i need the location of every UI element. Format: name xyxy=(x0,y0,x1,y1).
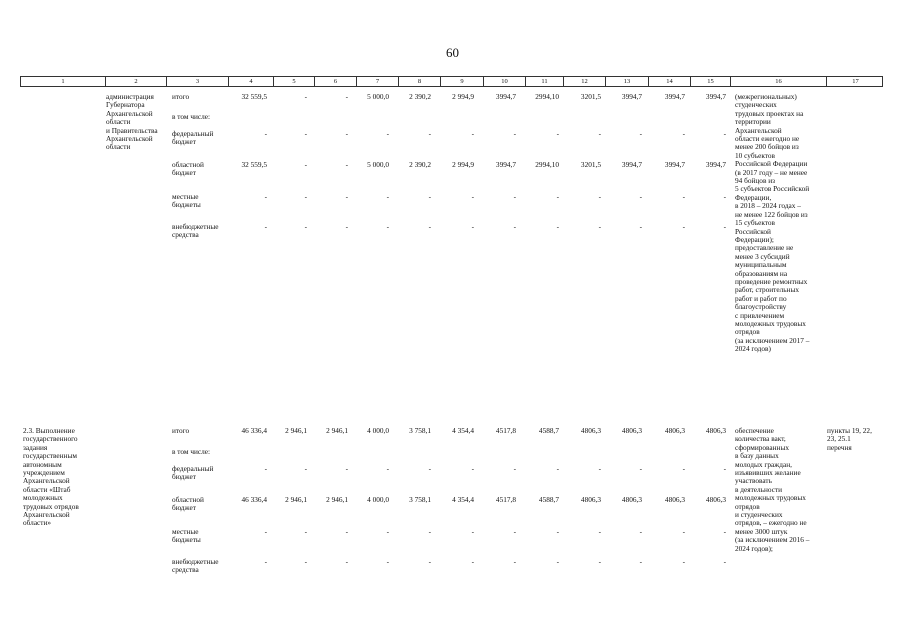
header-col-3: 3 xyxy=(167,77,229,86)
block2-row-value: - xyxy=(723,527,726,536)
header-col-15: 15 xyxy=(691,77,731,86)
block1-row-value: 3994,7 xyxy=(495,160,516,169)
block2-row-value: 46 336,4 xyxy=(241,495,267,504)
block1-row-value: - xyxy=(556,129,559,138)
header-col-6: 6 xyxy=(315,77,357,86)
block2-row-value: 4806,3 xyxy=(621,426,642,435)
block1-row-value: 3201,5 xyxy=(580,160,601,169)
block2-row-value: - xyxy=(639,464,642,473)
block1-row-label: в том числе: xyxy=(172,112,211,121)
block2-row-value: - xyxy=(304,527,307,536)
header-col-7: 7 xyxy=(357,77,399,86)
block1-row-value: - xyxy=(723,192,726,201)
block1-row-value: - xyxy=(556,192,559,201)
block2-row-value: - xyxy=(264,527,267,536)
block1-row-value: 3994,7 xyxy=(705,92,726,101)
block1-row-value: - xyxy=(345,222,348,231)
block1-row-label: внебюджетные средства xyxy=(172,222,219,240)
block1-row-value: - xyxy=(723,129,726,138)
block1-row-value: - xyxy=(304,160,307,169)
block2-row-value: - xyxy=(513,464,516,473)
block1-row-value: - xyxy=(639,222,642,231)
block2-row-value: - xyxy=(723,464,726,473)
block1-row-value: 3994,7 xyxy=(621,160,642,169)
page-number: 60 xyxy=(446,45,459,60)
block1-row-value: - xyxy=(598,192,601,201)
block1-row-value: - xyxy=(598,129,601,138)
block2-row-value: 4806,3 xyxy=(705,495,726,504)
block2-row-value: - xyxy=(304,557,307,566)
block2-row-value: 3 758,1 xyxy=(409,426,431,435)
block2-row-value: - xyxy=(556,464,559,473)
block2-row-value: - xyxy=(556,557,559,566)
header-col-14: 14 xyxy=(649,77,691,86)
block1-row-value: - xyxy=(723,222,726,231)
block1-row-value: 32 559,5 xyxy=(241,160,267,169)
block1-row-value: 3994,7 xyxy=(621,92,642,101)
header-col-12: 12 xyxy=(564,77,606,86)
block1-row-value: - xyxy=(304,92,307,101)
block1-row-value: - xyxy=(428,222,431,231)
block1-row-value: - xyxy=(304,192,307,201)
block2-row-value: - xyxy=(639,557,642,566)
block2-row-value: 4517,8 xyxy=(495,495,516,504)
block1-row-value: 2 994,9 xyxy=(452,160,474,169)
block2-row-value: 4806,3 xyxy=(664,495,685,504)
header-col-5: 5 xyxy=(274,77,315,86)
block2-row-value: 4588,7 xyxy=(538,495,559,504)
header-col-16: 16 xyxy=(731,77,827,86)
block2-row-value: - xyxy=(345,557,348,566)
block2-row-value: - xyxy=(428,557,431,566)
block1-row-value: - xyxy=(345,92,348,101)
block2-row-label: местные бюджеты xyxy=(172,527,201,545)
block1-row-label: местные бюджеты xyxy=(172,192,201,210)
block2-row-value: - xyxy=(598,557,601,566)
block2-row-value: 4 000,0 xyxy=(367,426,389,435)
block2-row-value: 4806,3 xyxy=(580,426,601,435)
block1-row-value: - xyxy=(345,192,348,201)
block2-row-value: 4 000,0 xyxy=(367,495,389,504)
block2-name: 2.3. Выполнение государственного задания государственным автономным учреждением Архангельской области «Штаб молодежных трудовых отрядов Архангельской области» xyxy=(23,426,79,528)
block2-row-value: - xyxy=(682,527,685,536)
header-col-4: 4 xyxy=(229,77,274,86)
block1-row-value: 2 390,2 xyxy=(409,92,431,101)
block2-row-value: 4 354,4 xyxy=(452,495,474,504)
block2-row-value: 4 354,4 xyxy=(452,426,474,435)
block1-row-value: - xyxy=(345,160,348,169)
header-col-10: 10 xyxy=(484,77,526,86)
block2-row-value: - xyxy=(598,527,601,536)
block1-row-value: - xyxy=(264,222,267,231)
block1-row-value: - xyxy=(556,222,559,231)
block1-row-value: - xyxy=(386,222,389,231)
block1-row-value: - xyxy=(471,129,474,138)
block2-row-value: - xyxy=(345,527,348,536)
block2-row-value: 2 946,1 xyxy=(326,426,348,435)
block2-row-value: - xyxy=(386,464,389,473)
block1-row-value: - xyxy=(682,129,685,138)
block1-row-value: - xyxy=(428,129,431,138)
block2-row-value: 4588,7 xyxy=(538,426,559,435)
block2-row-value: - xyxy=(639,527,642,536)
header-col-9: 9 xyxy=(441,77,484,86)
block2-row-label: итого xyxy=(172,426,190,435)
block2-indicators: пункты 19, 22, 23, 25.1 перечня xyxy=(827,426,872,452)
block1-row-value: - xyxy=(471,222,474,231)
block2-row-value: - xyxy=(471,464,474,473)
block1-result: (межрегиональных) студенческих трудовых проектах на территории Архангельской области ежегодно не менее 200 бойцов из 10 субъектов Российской Федерации (в 2017 году – не менее 94 бойцов из 5 субъектов Российской Федерации, в 2018 – 2024 годах – не менее 122 бойцов из 15 субъектов Российской Федерации); предоставление не менее 3 субсидий муниципальным образованиям на проведение ремонтных работ, строительных работ и работ по благоустройству с привлечением молодежных трудовых отрядов (за исключением 2017 – 2024 годов) xyxy=(735,92,810,354)
block1-row-value: - xyxy=(345,129,348,138)
block1-row-value: 3994,7 xyxy=(664,160,685,169)
block1-row-value: 3201,5 xyxy=(580,92,601,101)
block1-row-label: итого xyxy=(172,92,190,101)
block1-row-value: 3994,7 xyxy=(664,92,685,101)
block1-row-value: - xyxy=(471,192,474,201)
block2-row-value: - xyxy=(428,464,431,473)
block2-row-label: областной бюджет xyxy=(172,495,204,513)
block1-row-value: 5 000,0 xyxy=(367,92,389,101)
block1-executor: администрация Губернатора Архангельской области и Правительства Архангельской области xyxy=(106,92,158,152)
header-col-8: 8 xyxy=(399,77,441,86)
header-col-13: 13 xyxy=(606,77,649,86)
block1-row-value: 5 000,0 xyxy=(367,160,389,169)
header-col-17: 17 xyxy=(852,78,859,85)
block2-row-value: - xyxy=(682,557,685,566)
header-col-11: 11 xyxy=(526,77,564,86)
block2-row-label: внебюджетные средства xyxy=(172,557,219,575)
block2-row-value: - xyxy=(682,464,685,473)
block1-row-value: - xyxy=(639,192,642,201)
block1-row-value: - xyxy=(682,222,685,231)
header-col-2: 2 xyxy=(106,77,167,86)
block2-row-value: - xyxy=(386,557,389,566)
block2-row-value: - xyxy=(264,464,267,473)
block1-row-value: - xyxy=(598,222,601,231)
header-col-1: 1 xyxy=(21,77,106,86)
block1-row-value: 3994,7 xyxy=(495,92,516,101)
block1-row-value: 2994,10 xyxy=(535,92,559,101)
block2-row-value: 2 946,1 xyxy=(285,495,307,504)
block1-row-value: 2994,10 xyxy=(535,160,559,169)
block1-row-label: федеральный бюджет xyxy=(172,129,214,147)
block2-row-value: 4806,3 xyxy=(664,426,685,435)
block1-row-value: - xyxy=(639,129,642,138)
block2-row-value: 4806,3 xyxy=(621,495,642,504)
block1-row-value: 3994,7 xyxy=(705,160,726,169)
block2-row-value: 3 758,1 xyxy=(409,495,431,504)
block2-row-value: - xyxy=(513,557,516,566)
block1-row-value: - xyxy=(264,129,267,138)
block2-row-value: 46 336,4 xyxy=(241,426,267,435)
block2-row-value: - xyxy=(513,527,516,536)
block1-row-value: - xyxy=(513,129,516,138)
block2-row-value: - xyxy=(556,527,559,536)
block2-row-value: - xyxy=(471,527,474,536)
block1-row-value: - xyxy=(386,192,389,201)
block1-row-value: - xyxy=(428,192,431,201)
block2-row-label: федеральный бюджет xyxy=(172,464,214,482)
block2-row-value: - xyxy=(723,557,726,566)
block1-row-value: - xyxy=(513,222,516,231)
block2-row-value: - xyxy=(428,527,431,536)
block2-row-value: 4806,3 xyxy=(705,426,726,435)
block2-row-label: в том числе: xyxy=(172,447,211,456)
block1-row-value: 2 994,9 xyxy=(452,92,474,101)
block2-result: обеспечение количества вакт, сформированных в базу данных молодых граждан, изъявивших желание участвовать в деятельности молодежных трудовых отрядов и студенческих отрядов, – ежегодно не менее 3000 штук (за исключением 2016 – 2024 годов); xyxy=(735,426,810,553)
block2-row-value: - xyxy=(471,557,474,566)
block1-row-value: 2 390,2 xyxy=(409,160,431,169)
block2-row-value: - xyxy=(304,464,307,473)
block1-row-value: - xyxy=(304,129,307,138)
block1-row-value: - xyxy=(304,222,307,231)
block2-row-value: - xyxy=(345,464,348,473)
block1-row-value: - xyxy=(264,192,267,201)
block2-row-value: 2 946,1 xyxy=(285,426,307,435)
block2-row-value: 4517,8 xyxy=(495,426,516,435)
block2-row-value: 2 946,1 xyxy=(326,495,348,504)
block1-row-label: областной бюджет xyxy=(172,160,204,178)
block1-row-value: - xyxy=(386,129,389,138)
block2-row-value: - xyxy=(598,464,601,473)
block2-row-value: - xyxy=(264,557,267,566)
block1-row-value: - xyxy=(682,192,685,201)
table-header xyxy=(20,76,883,87)
block1-row-value: - xyxy=(513,192,516,201)
block1-row-value: 32 559,5 xyxy=(241,92,267,101)
block2-row-value: 4806,3 xyxy=(580,495,601,504)
block2-row-value: - xyxy=(386,527,389,536)
